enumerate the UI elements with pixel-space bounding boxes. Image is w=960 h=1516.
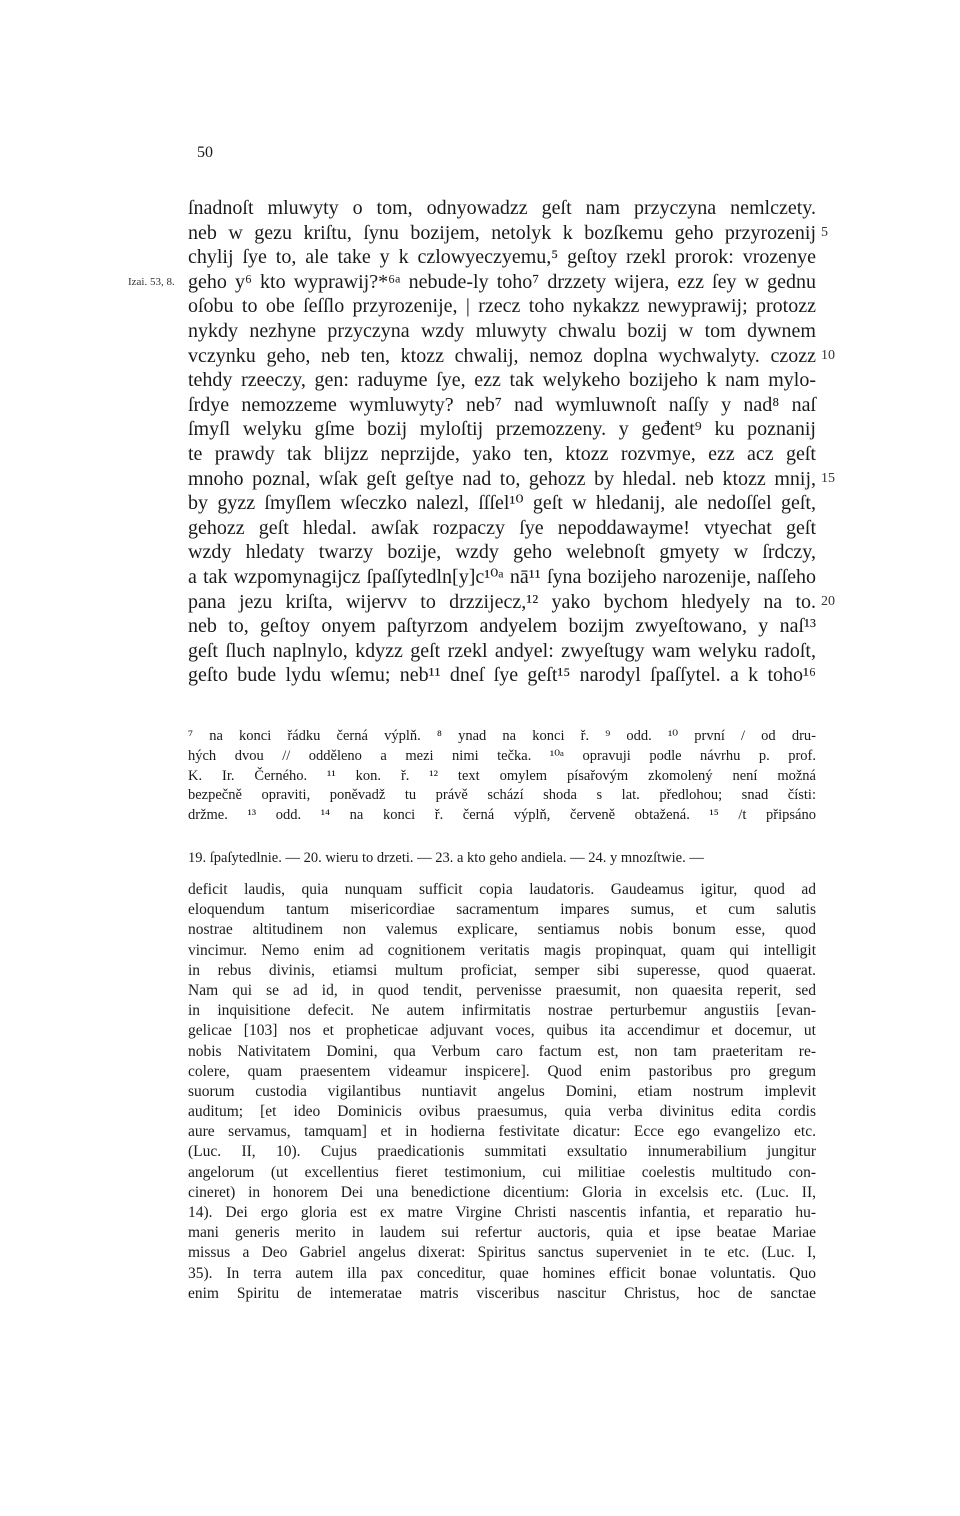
text-line [188, 516, 816, 541]
latin-line: nobis Nativitatem Domini, qua Verbum caro factum est, non tam praeteritam re- [188, 1042, 816, 1060]
text-line [188, 221, 828, 246]
text-line [188, 442, 816, 467]
line-text: mnoho poznal, wſak geſt geſtye nad to, gehozz by hledal. neb ktozz mnij, [188, 467, 816, 490]
text-line [188, 663, 816, 688]
latin-line: missus a Deo Gabriel angelus dixerat: Spiritus sanctus superveniet in te etc. (Luc. I, [188, 1244, 816, 1262]
line-text: geſto bude lydu wſemu; neb¹¹ dneſ ſye geſt¹⁵ narodyl ſpaſſytel. a k toho¹⁶ [188, 664, 816, 687]
apparatus-line: K. Ir. Černého. ¹¹ kon. ř. ¹² text omylem písařovým zkomolený není možná [188, 767, 816, 784]
line-number: 10 [821, 347, 835, 363]
latin-line: in inquisitione defecit. Ne autem infirmitatis nostrae perturbemur angustiis [evan- [188, 1002, 816, 1020]
line-text: gehozz geſt hledal. awſak rozpaczy ſye nepoddawayme! vtyechat geſt [188, 516, 816, 539]
line-text: chylij ſye to, ale take y k czlowyeczyemu,⁵ geſtoy rzekl prorok: vrozenye [188, 246, 816, 269]
text-line [188, 590, 835, 615]
latin-line: enim Spiritu de intemeratae matris visceribus nascitur Christus, hoc de sanctae [188, 1284, 816, 1302]
latin-line: colere, quam praesentem videamur inspicere]. Quod enim pastoribus pro gregum [188, 1062, 816, 1080]
line-text: wzdy hledaty twarzy bozije, wzdy geho welebnoſt gmyety w ſrdczy, [188, 541, 816, 564]
line-text: neb to, geſtoy onyem paſtyrzom andyelem bozijm zwyeſtowano, y naſ¹³ [188, 615, 816, 638]
text-line [188, 417, 816, 442]
text-line [188, 393, 816, 418]
line-text: geſt ſluch naplnylo, kdyzz geſt rzekl andyel: zwyeſtugy wam welyku radoſt, [188, 639, 816, 662]
main-text [128, 196, 835, 688]
line-text: geho y⁶ kto wyprawij?*⁶ᵃ nebude-ly toho⁷ drzzety wijera, ezz ſey w gednu [188, 270, 816, 293]
latin-line: 14). Dei ergo gloria est ex matre Virgine Christi nascentis infantia, et reparatio hu- [188, 1204, 816, 1221]
margin-reference: Izai. 53, 8. [128, 275, 175, 288]
latin-line: deficit laudis, quia nunquam sufficit copia laudatoris. Gaudeamus igitur, quod ad [188, 881, 816, 898]
text-line [188, 245, 816, 270]
line-text: tehdy rzeeczy, gen: raduyme ſye, ezz tak welykeho bozijeho k nam mylo- [188, 369, 816, 392]
line-text: te prawdy tak blijzz neprzijde, yako ten, ktozz rozvmye, ezz acz geſt [188, 442, 816, 465]
line-text: nykdy nezhyne przyczyna wzdy mluwyty chwalu bozij w tom dywnem [188, 319, 816, 342]
text-line [188, 639, 816, 664]
text-line [128, 270, 816, 295]
page-number: 50 [197, 144, 213, 161]
latin-line: suorum custodia vigilantibus nuntiavit angelus Domini, etiam nostrum implevit [188, 1082, 816, 1100]
latin-line: cineret) in honorem Dei una benedictione dicentium: Gloria in excelsis etc. (Luc. II, [188, 1183, 816, 1201]
line-text: ſrdye nemozzeme wymluwyty? neb⁷ nad wymluwnoſt naſſy y nad⁸ naſ [188, 393, 816, 416]
line-text: pana jezu kriſta, wijervv to drzzijecz,¹² yako bychom hledyely na to. [188, 590, 816, 613]
latin-line: 35). In terra autem illa pax conceditur, quae homines efficit bonae voluntatis. Quo [188, 1264, 816, 1282]
line-text: ſnadnoſt mluwyty o tom, odnyowadzz geſt nam przyczyna nemlczety. [188, 197, 816, 219]
text-line [188, 294, 816, 319]
text-line [188, 540, 816, 565]
latin-line: mani generis merito in laudem sui refertur auctoris, quia et ipse beatae Mariae [188, 1224, 816, 1242]
text-line [188, 565, 816, 590]
line-number: 15 [821, 470, 835, 486]
text-line [188, 344, 835, 369]
latin-line: nostrae altitudinem non valemus explicare, sentiamus nobis bonum esse, quod [188, 921, 816, 939]
text-line [188, 467, 835, 492]
apparatus-line: bezpečně opraviti, poněvadž tu právě schází shoda s lat. předlohou; snad čísti: [188, 787, 816, 804]
apparatus-line: držme. ¹³ odd. ¹⁴ na konci ř. černá výplň, červeně obtažená. ¹⁵ /t připsáno [188, 807, 816, 824]
latin-source-text [188, 880, 816, 1304]
line-text: neb w gezu kriſtu, ſynu bozijem, netolyk k bozſkemu geho przyrozenij [188, 221, 816, 244]
latin-line: aure servamus, tamquam] et in hodierna festivitate dicatur: Ecce ego evangelizo etc. [188, 1123, 816, 1141]
text-line [188, 614, 816, 639]
variant-readings: 19. ſpaſytedlnie. — 20. wieru to drzeti. — 23. a kto geho andiela. — 24. y mnozſtwie. — [188, 850, 704, 866]
latin-line: eloquendum tantum misericordiae sacramentum impares sumus, et cum salutis [188, 901, 816, 919]
apparatus-line: hých dvou // odděleno a mezi nimi tečka. ¹⁰ᵃ opravuji podle návrhu p. prof. [188, 747, 816, 764]
latin-line: Nam qui se ad id, in quod tendit, pervenisse praesumit, non quaesita reperit, sed [188, 981, 816, 999]
line-text: ſmyſl welyku gſme bozij myloſtij przemozzeny. y geđent⁹ ku poznanij [188, 418, 816, 441]
line-text: vczynku geho, neb ten, ktozz chwalij, nemoz doplna wychwalyty. czozz [188, 344, 816, 367]
line-number: 20 [821, 593, 835, 609]
line-text: by gyzz ſmyſlem wſeczko nalezl, ſſſel¹⁰ geſt w hledanij, ale nedoſſel geſt, [188, 492, 816, 515]
text-line [188, 491, 816, 516]
text-line [188, 319, 816, 344]
line-text: oſobu to obe ſeſſlo przyrozenije, | rzecz toho nykakzz newyprawij; protozz [188, 295, 816, 318]
apparatus-line: ⁷ na konci řádku černá výplň. ⁸ ynad na konci ř. ⁹ odd. ¹⁰ první / od dru- [188, 728, 816, 744]
line-number: 5 [821, 224, 828, 240]
text-line [188, 196, 816, 221]
latin-line: vincimur. Nemo enim ad cognitionem veritatis magis propinquat, quam qui intelligit [188, 941, 816, 959]
latin-line: (Luc. II, 10). Cujus praedicationis summitati exsultatio innumerabilium jungitur [188, 1143, 816, 1161]
latin-line: auditum; [et ideo Dominicis ovibus praesumus, quia verba divinitus edita cordis [188, 1103, 816, 1121]
latin-line: angelorum (ut excellentius fieret testimonium, cui militiae coelestis multitudo con- [188, 1163, 816, 1181]
latin-line: in rebus divinis, etiamsi multum proficiat, semper sibi superesse, quod quaerat. [188, 961, 816, 979]
critical-apparatus [188, 727, 816, 826]
latin-line: gelicae [103] nos et propheticae adjuvant voces, quibus ita accendimur et docemur, ut [188, 1022, 816, 1040]
text-line [188, 368, 816, 393]
line-text: a tak wzpomynagijcz ſpaſſytedln[y]c¹⁰ᵃ nā¹¹ ſyna bozijeho narozenije, naſſeho [188, 565, 816, 588]
